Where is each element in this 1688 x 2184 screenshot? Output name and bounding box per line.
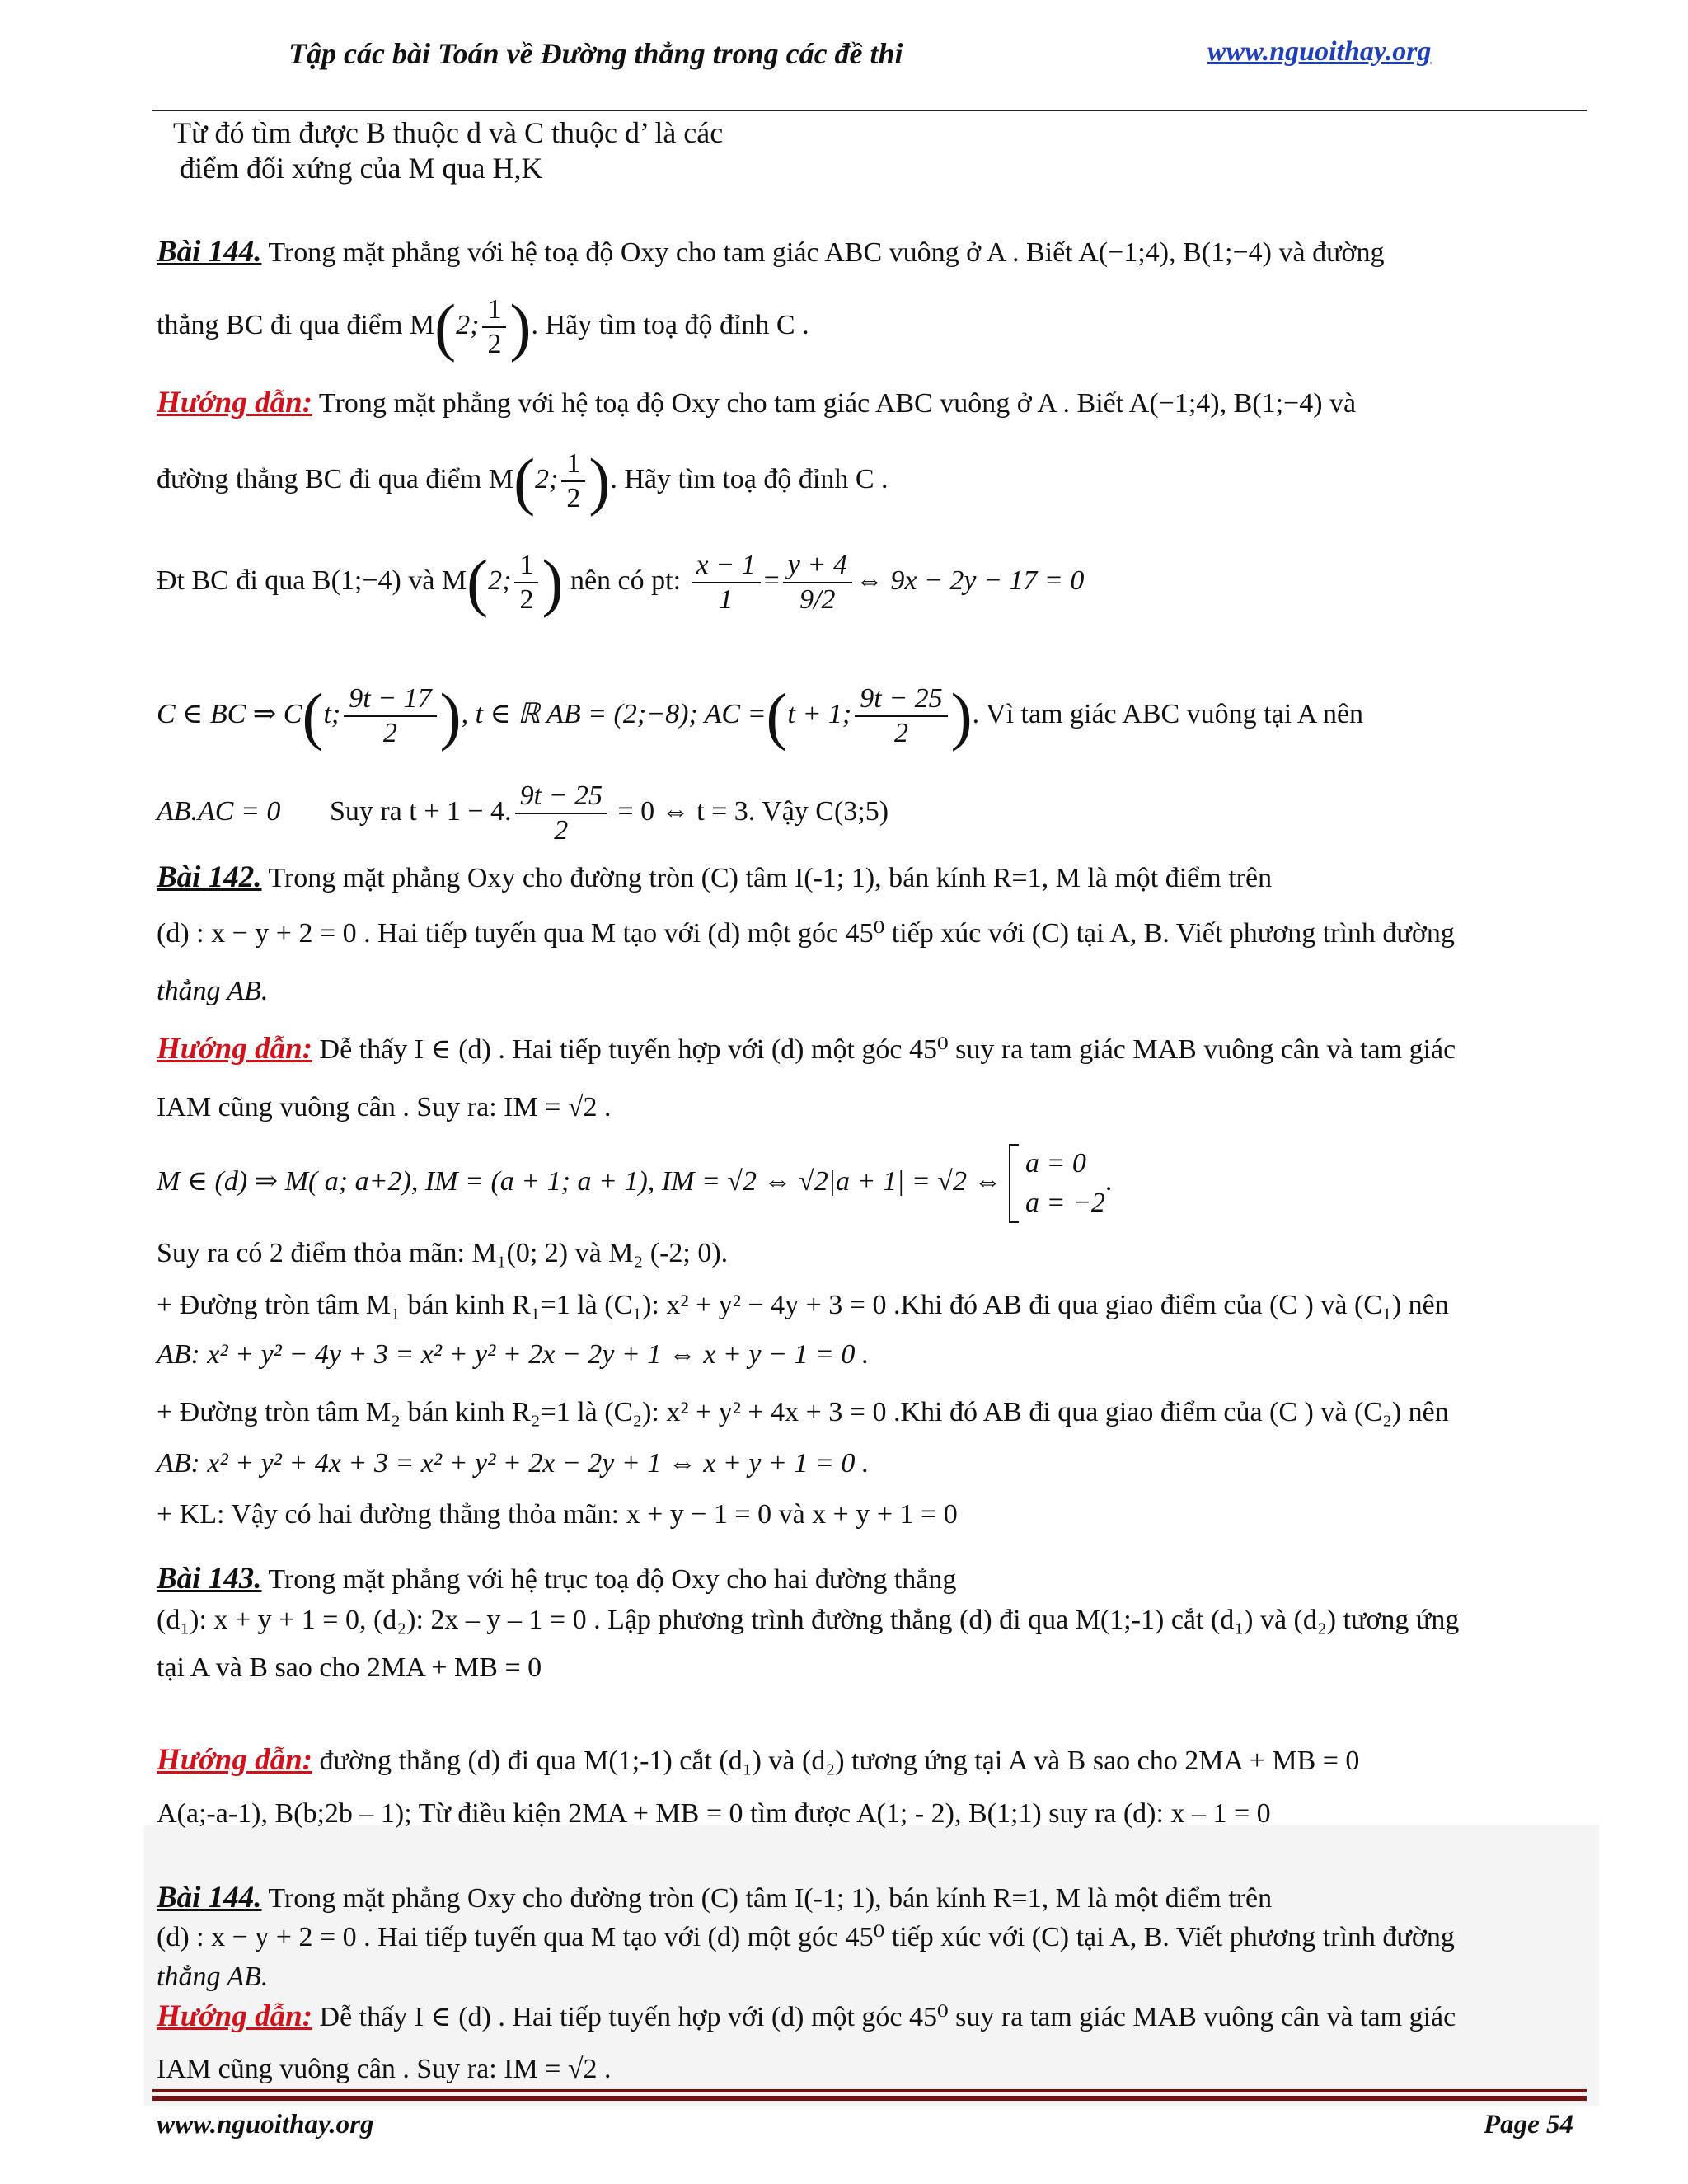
hint-label: Hướng dẫn: [157,1743,313,1777]
intro-line-2: điểm đối xứng của M qua H,K [180,152,543,185]
problem-142-line-1 [157,860,1272,896]
problem-label: Bài 144. [157,235,262,269]
hint-text: Dễ thấy I ∈ (d) . Hai tiếp tuyến hợp với (d) một góc 45⁰ suy ra tam giác MAB vuông cân và tam giác [312,1034,1456,1065]
problem-label: Bài 143. [157,1562,262,1596]
problem-label: Bài 144. [157,1881,262,1915]
problem-144b-line-3: thẳng AB. [157,1961,269,1992]
intro-line-1: Từ đó tìm được B thuộc d và C thuộc d’ là các [173,116,724,149]
math-text: 2; [456,310,480,340]
math-text: = 0 ⇔ t = 3. Vậy C(3;5) [610,796,889,827]
fraction: $\frac{1}{2}$ [561,448,585,515]
footer-divider-thin [152,2089,1587,2092]
problem-text: . Hãy tìm toạ độ đỉnh C . [531,310,809,340]
problem-text: Trong mặt phẳng Oxy cho đường tròn (C) tâm I(-1; 1), bán kính R=1, M là một điểm trên [261,863,1273,893]
hint-142-line-2: IAM cũng vuông cân . Suy ra: IM = √2 . [157,1092,612,1122]
math-text: AB.AC = 0 [157,796,281,827]
math-text: M ∈ (d) ⇒ M( a; a+2), IM = (a + 1; a + 1), IM = √2 ⇔ √2|a + 1| = √2 ⇔ [157,1166,1002,1197]
math-text: , t ∈ ℝ [461,699,547,729]
problem-142-line-3: thẳng AB. [157,976,269,1006]
hint-142-line-1 [157,1032,1456,1067]
problem-text: Trong mặt phẳng với hệ trục toạ độ Oxy cho hai đường thẳng [261,1564,957,1595]
fraction: $\frac{9t - 25}{2}$ [515,780,607,847]
fraction: $\frac{9t - 17}{2}$ [344,682,436,750]
hint-144a-line-2: đường thẳng BC đi qua điểm M(2; $\frac{1}{2}$ ). Hãy tìm toạ độ đỉnh C . [157,445,889,518]
problem-144a-line-2: thẳng BC đi qua điểm M(2; $\frac{1}{2}$ ). Hãy tìm toạ độ đỉnh C . [157,291,809,363]
problem-label: Bài 142. [157,860,262,894]
hint-142-line-4: Suy ra có 2 điểm thỏa mãn: M₁(0; 2) và M₂ (-2; 0). [157,1238,729,1268]
hint-text: Dễ thấy I ∈ (d) . Hai tiếp tuyến hợp với (d) một góc 45⁰ suy ra tam giác MAB vuông cân và tam giác [312,2002,1456,2032]
fraction: $\frac{x - 1}{1}$ [692,549,761,616]
hint-144a-line-1 [157,386,1356,421]
problem-143-line-1 [157,1562,956,1597]
problem-text: Trong mặt phẳng Oxy cho đường tròn (C) tâm I(-1; 1), bán kính R=1, M là một điểm trên [261,1883,1273,1914]
hint-text: đường thẳng BC đi qua điểm M [157,464,514,494]
hint-label: Hướng dẫn: [157,1999,313,2033]
hint-143-line-1 [157,1743,1359,1779]
problem-144b-line-1 [157,1881,1272,1916]
equation-system: a = 0 a = −2 [1009,1144,1105,1223]
hint-text: . Hãy tìm toạ độ đỉnh C . [610,464,889,494]
footer-divider-thick [152,2096,1587,2101]
page-number: Page 54 [1484,2110,1574,2139]
fraction: $\frac{9t - 25}{2}$ [855,682,947,750]
hint-142-line-7: + Đường tròn tâm M₂ bán kinh R₂=1 là (C₂): x² + y² + 4x + 3 = 0 .Khi đó AB đi qua giao điểm của (C ) và (C₂) nên [157,1397,1449,1427]
hint-142-line-8: AB: x² + y² + 4x + 3 = x² + y² + 2x − 2y + 1 ⇔ x + y + 1 = 0 . [157,1448,870,1479]
math-text: C ∈ BC ⇒ C [157,699,302,729]
math-text: . Vì tam giác ABC vuông tại A nên [972,699,1364,729]
hint-144b-line-2: IAM cũng vuông cân . Suy ra: IM = √2 . [157,2054,612,2084]
math-text: ⇔ 9x − 2y − 17 = 0 [855,565,1085,596]
hint-142-line-3: M ∈ (d) ⇒ M( a; a+2), IM = (a + 1; a + 1), IM = √2 ⇔ √2|a + 1| = √2 ⇔ a = 0 a = −2 . [157,1137,1112,1226]
footer-url[interactable]: www.nguoithay.org [157,2110,374,2139]
fraction: $\frac{1}{2}$ [482,293,506,361]
hint-142-line-5: + Đường tròn tâm M₁ bán kinh R₁=1 là (C₁): x² + y² − 4y + 3 = 0 .Khi đó AB đi qua giao điểm của (C ) và (C₁) nên [157,1290,1449,1320]
hint-label: Hướng dẫn: [157,1032,313,1066]
problem-144b-line-2: (d) : x − y + 2 = 0 . Hai tiếp tuyến qua M tạo với (d) một góc 45⁰ tiếp xúc với (C) tại A, B. Viết phương trình đường [157,1922,1455,1952]
header-title: Tập các bài Toán về Đường thẳng trong các đề thi [288,37,903,70]
header-link[interactable]: www.nguoithay.org [1207,36,1432,67]
problem-144a-line-1 [157,235,1385,270]
problem-143-line-3: tại A và B sao cho 2MA + MB = 0 [157,1652,542,1683]
hint-142-line-6: AB: x² + y² − 4y + 3 = x² + y² + 2x − 2y + 1 ⇔ x + y − 1 = 0 . [157,1339,870,1370]
math-text: Đt BC đi qua B(1;−4) và M [157,565,467,596]
hint-142-line-9: + KL: Vậy có hai đường thẳng thỏa mãn: x + y − 1 = 0 và x + y + 1 = 0 [157,1499,958,1530]
fraction: $\frac{y + 4}{9/2}$ [783,549,852,616]
solution-line-1: Đt BC đi qua B(1;−4) và M(2; $\frac{1}{2}$ ) nên có pt: $\frac{x - 1}{1}$ = $\frac{y + 4}{9/2}$ ⇔ 9x − 2y − 17 = 0 [157,546,1085,619]
hint-text: đường thẳng (d) đi qua M(1;-1) cắt (d₁) và (d₂) tương ứng tại A và B sao cho 2MA + MB = 0 [312,1746,1360,1776]
solution-line-2: C ∈ BC ⇒ C(t; $\frac{9t - 17}{2}$ ), t ∈ ℝ AB = (2;−8); AC =(t + 1; $\frac{9t - 25}{2}$ ). Vì tam giác ABC vuông tại A nên [157,680,1364,752]
math-text: Suy ra t + 1 − 4. [329,796,512,827]
header-divider [152,110,1587,111]
hint-143-line-2: A(a;-a-1), B(b;2b – 1); Từ điều kiện 2MA + MB = 0 tìm được A(1; - 2), B(1;1) suy ra (d): x – 1 = 0 [157,1798,1271,1829]
math-text: nên có pt: [563,565,682,596]
fraction: $\frac{1}{2}$ [514,549,538,616]
problem-142-line-2: (d) : x − y + 2 = 0 . Hai tiếp tuyến qua M tạo với (d) một góc 45⁰ tiếp xúc với (C) tại A, B. Viết phương trình đường [157,918,1455,949]
math-text: AB = (2;−8); AC = [546,699,767,729]
problem-143-line-2: (d₁): x + y + 1 = 0, (d₂): 2x – y – 1 = 0 . Lập phương trình đường thẳng (d) đi qua M(1;-1) cắt (d₁) và (d₂) tương ứng [157,1605,1460,1635]
problem-text: thẳng BC đi qua điểm M [157,310,435,340]
solution-line-3 [157,775,889,849]
hint-label: Hướng dẫn: [157,386,313,419]
hint-144b-line-1 [157,1999,1456,2035]
hint-text: Trong mặt phẳng với hệ toạ độ Oxy cho tam giác ABC vuông ở A . Biết A(−1;4), B(1;−4) và [312,388,1357,419]
problem-text: Trong mặt phẳng với hệ toạ độ Oxy cho tam giác ABC vuông ở A . Biết A(−1;4), B(1;−4) và đường [261,237,1385,268]
